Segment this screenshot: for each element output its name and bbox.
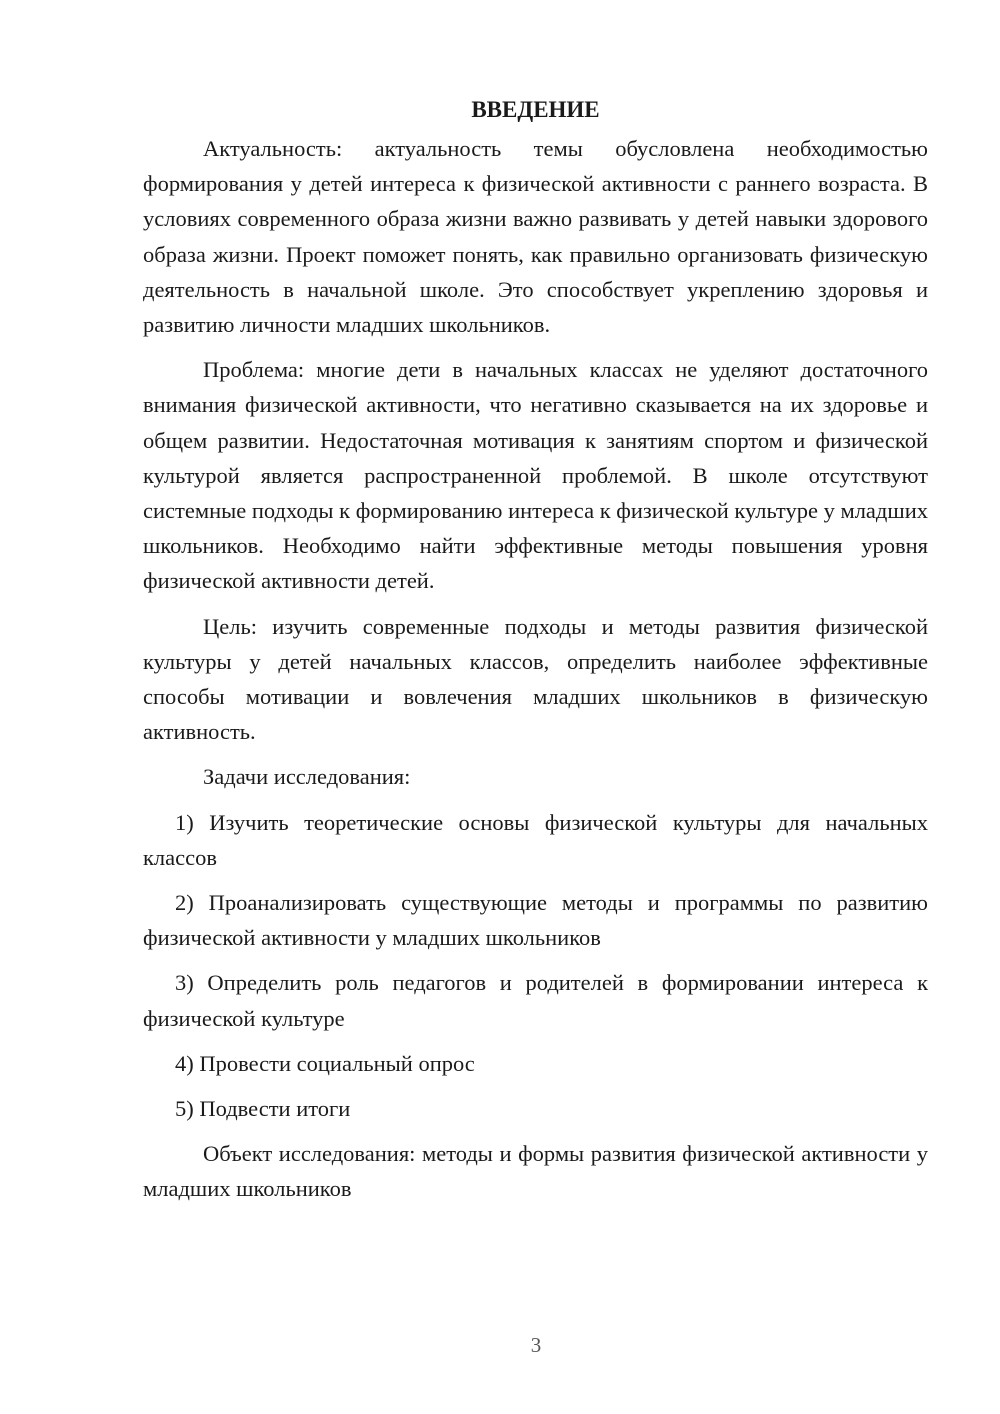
page-content <box>143 92 928 1217</box>
list-item: 2) Проанализировать существующие методы и программы по развитию физической активности у младших школьников <box>143 890 928 951</box>
list-item: 5) Подвести итоги <box>175 1096 351 1122</box>
paragraph-object: Объект исследования: методы и формы развития физической активности у младших школьников <box>143 1141 928 1202</box>
tasks-heading: Задачи исследования: <box>203 764 411 790</box>
list-item: 1) Изучить теоретические основы физической культуры для начальных классов <box>143 809 928 870</box>
list-item: 4) Провести социальный опрос <box>175 1050 475 1076</box>
page-number: 3 <box>530 1333 542 1357</box>
paragraph-problem: Проблема: многие дети в начальных классах не уделяют достаточного внимания физической активности, что негативно сказывается на их здоровье и общем развитии. Недостаточная мотивация к занятиям спортом и физической культурой является распространенной проблемой. В школе отсутствуют системные подходы к формированию интереса к физической культуре у младших школьников. Необходимо найти эффективные методы повышения уровня физической активности детей. <box>143 357 928 594</box>
page-title: ВВЕДЕНИЕ <box>471 97 600 122</box>
paragraph-goal: Цель: изучить современные подходы и методы развития физической культуры у детей начальных классов, определить наиболее эффективные способы мотивации и вовлечения младших школьников в физическую активность. <box>143 613 928 745</box>
list-item: 3) Определить роль педагогов и родителей в формировании интереса к физической культуре <box>143 970 928 1031</box>
paragraph-relevance: Актуальность: актуальность темы обусловлена необходимостью формирования у детей интереса к физической активности с раннего возраста. В условиях современного образа жизни важно развивать у детей навыки здорового образа жизни. Проект поможет понять, как правильно организовать физическую деятельность в начальной школе. Это способствует укреплению здоровья и развитию личности младших школьников. <box>143 136 928 338</box>
